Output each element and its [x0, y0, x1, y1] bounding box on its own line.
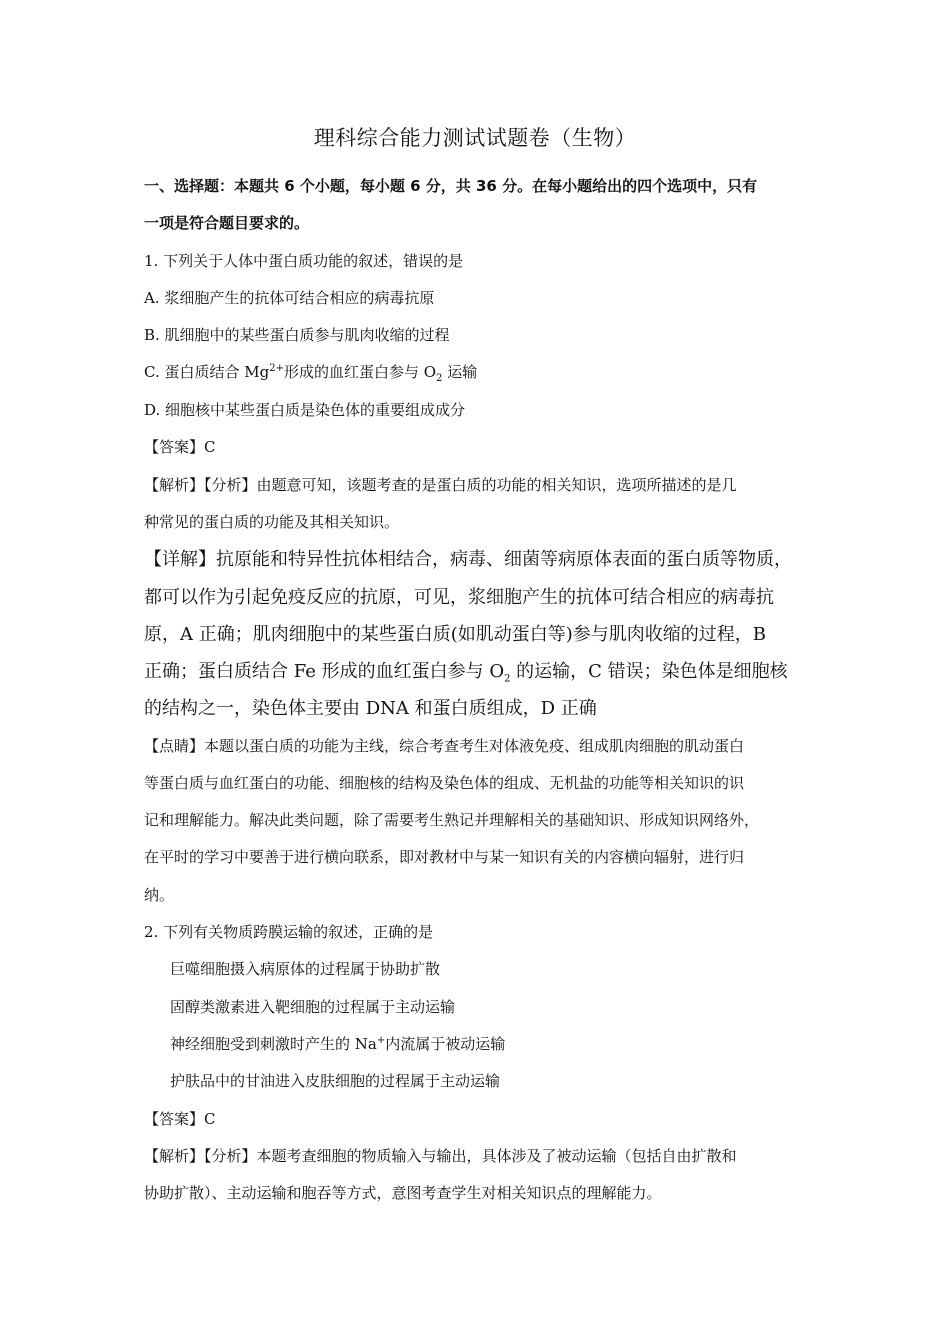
question-1-detail-line-1: 【详解】抗原能和特异性抗体相结合，病毒、细菌等病原体表面的蛋白质等物质， — [144, 549, 792, 570]
question-2-stem: 2. 下列有关物质跨膜运输的叙述，正确的是 — [144, 923, 434, 941]
question-1-answer: 【答案】C — [144, 438, 216, 456]
question-1-option-c — [144, 361, 824, 382]
option-c-subscript: 2 — [436, 373, 443, 384]
option-c-text-pre: C. 蛋白质结合 Mg — [144, 363, 270, 381]
question-1-detail-line-4 — [144, 657, 824, 683]
question-1-comment-line-4: 在平时的学习中要善于进行横向联系，即对教材中与某一知识有关的内容横向辐射，进行归 — [144, 848, 745, 866]
question-1-comment-line-5: 纳。 — [144, 886, 175, 904]
q2-option-c-text-pre: 神经细胞受到刺激时产生的 Na — [170, 1035, 377, 1053]
question-1-comment-line-2: 等蛋白质与血红蛋白的功能、细胞核的结构及染色体的组成、无机盐的功能等相关知识的识 — [144, 774, 745, 792]
detail-4-text-pre: 正确；蛋白质结合 Fe 形成的血红蛋白参与 O — [144, 661, 505, 682]
question-1-stem: 1. 下列关于人体中蛋白质功能的叙述，错误的是 — [144, 252, 464, 270]
detail-4-subscript: 2 — [504, 673, 511, 685]
option-c-superscript: 2+ — [269, 363, 284, 374]
question-2-option-d: 护肤品中的甘油进入皮肤细胞的过程属于主动运输 — [170, 1072, 501, 1090]
detail-4-text-post: 的运输，C 错误；染色体是细胞核 — [510, 661, 788, 682]
question-1-option-d: D. 细胞核中某些蛋白质是染色体的重要组成成分 — [144, 401, 466, 419]
section-heading-line-1: 一、选择题：本题共 6 个小题，每小题 6 分，共 36 分。在每小题给出的四个选项中，只有 — [144, 177, 758, 195]
question-2-analysis-line-1: 【解析】【分析】本题考查细胞的物质输入与输出，具体涉及了被动运输（包括自由扩散和 — [144, 1147, 737, 1165]
option-c-text-mid: 形成的血红蛋白参与 O — [283, 363, 437, 381]
question-2-answer: 【答案】C — [144, 1110, 216, 1128]
question-1-detail-line-5: 的结构之一，染色体主要由 DNA 和蛋白质组成，D 正确 — [144, 698, 597, 719]
question-1-option-b: B. 肌细胞中的某些蛋白质参与肌肉收缩的过程 — [144, 326, 450, 344]
question-2-analysis-line-2: 协助扩散）、主动运输和胞吞等方式，意图考查学生对相关知识点的理解能力。 — [144, 1184, 662, 1202]
question-1-comment-line-1: 【点睛】本题以蛋白质的功能为主线，综合考查考生对体液免疫、组成肌肉细胞的肌动蛋白 — [144, 737, 745, 755]
question-1-option-a: A. 浆细胞产生的抗体可结合相应的病毒抗原 — [144, 289, 435, 307]
question-2-option-a: 巨噬细胞摄入病原体的过程属于协助扩散 — [170, 960, 441, 978]
section-heading-line-2: 一项是符合题目要求的。 — [144, 214, 310, 232]
question-1-analysis-line-1: 【解析】【分析】由题意可知，该题考查的是蛋白质的功能的相关知识，选项所描述的是几 — [144, 476, 737, 494]
option-c-text-post: 运输 — [442, 363, 478, 381]
question-2-option-c — [170, 1033, 850, 1054]
q2-option-c-superscript: + — [376, 1035, 386, 1046]
q2-option-c-text-post: 内流属于被动运输 — [385, 1035, 506, 1053]
question-1-detail-line-3: 原，A 正确；肌肉细胞中的某些蛋白质(如肌动蛋白等)参与肌肉收缩的过程，B — [144, 624, 766, 645]
page-title: 理科综合能力测试试题卷（生物） — [313, 126, 637, 150]
question-1-analysis-line-2: 种常见的蛋白质的功能及其相关知识。 — [144, 513, 400, 531]
question-1-comment-line-3: 记和理解能力。解决此类问题，除了需要考生熟记并理解相关的基础知识、形成知识网络外， — [144, 811, 760, 829]
question-1-detail-line-2: 都可以作为引起免疫反应的抗原，可见，浆细胞产生的抗体可结合相应的病毒抗 — [144, 587, 774, 608]
question-2-option-b: 固醇类激素进入靶细胞的过程属于主动运输 — [170, 998, 456, 1016]
